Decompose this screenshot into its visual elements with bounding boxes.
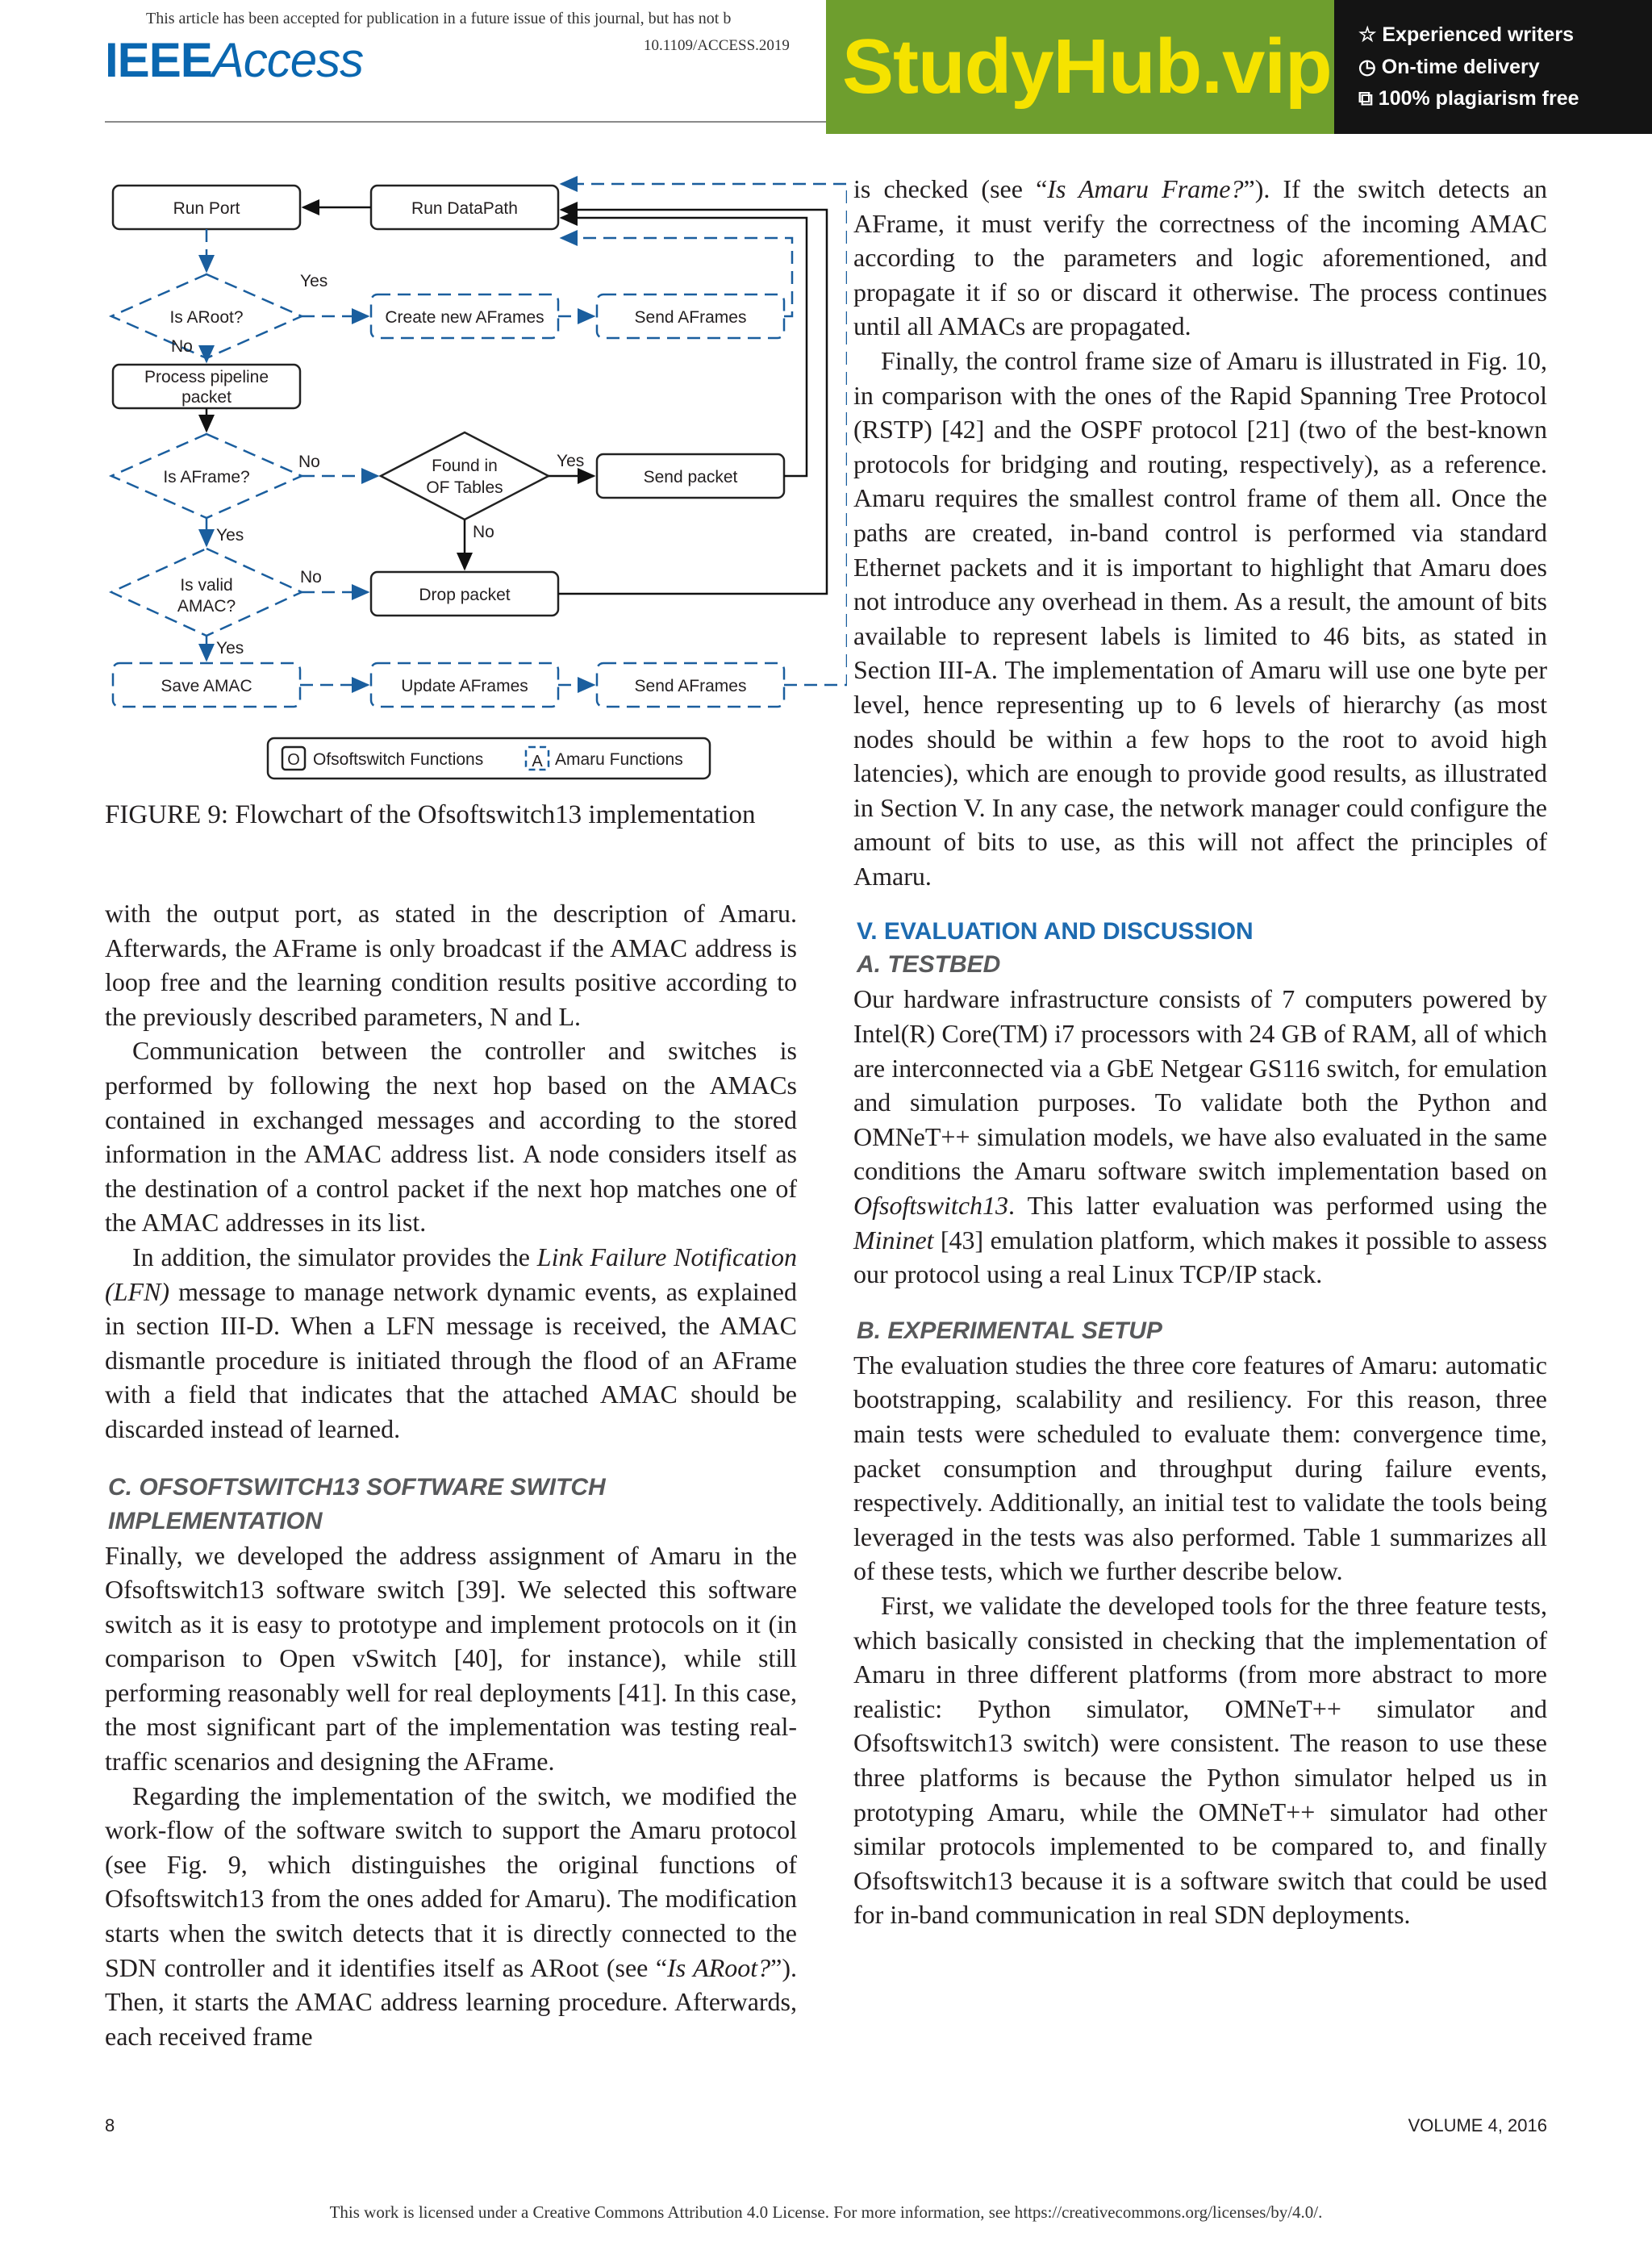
edge-label-yes: Yes — [216, 639, 244, 658]
paragraph: Finally, we developed the address assignment of Amaru in the Ofsoftswitch13 software switch [39]. We selected this software switch as it is easy to prototype and implement protocols on it (in comparison to Open vSwitch [40], for instance), while still performing reasonably well for real deployments [41]. In this case, the most significant part of the implementation was testing real-traffic scenarios and designing the AFrame. — [105, 1540, 797, 1776]
emphasis: Link Failure Notification (LFN) — [105, 1242, 797, 1306]
edge-label-yes: Yes — [557, 452, 585, 470]
label-amac: AMAC? — [177, 597, 236, 616]
logo-ieee-text: IEEE — [105, 33, 212, 87]
license-notice: This work is licensed under a Creative Commons Attribution 4.0 License. For more information, see https://creativecommons.org/licenses/by/4.0/. — [329, 2202, 1323, 2222]
label-is-valid: Is valid — [180, 576, 233, 595]
label-send-aframes-top: Send AFrames — [634, 308, 747, 327]
emphasis: Is Amaru Frame? — [1047, 174, 1244, 203]
subsection-heading-b: B. EXPERIMENTAL SETUP — [857, 1317, 1162, 1344]
logo-access-text: Access — [211, 33, 364, 87]
paragraph: In addition, the simulator provides the Link Failure Notification (LFN) message to manage network dynamic events, as explained in section III-D. When a LFN message is received, the AMAC dismantle procedure is initiated through the flood of an AFrame with a field that indicates that the attached AMAC should be discarded instead of learned. — [105, 1242, 797, 1443]
ieee-access-logo — [105, 32, 363, 87]
label-send-packet: Send packet — [643, 468, 738, 486]
label-save-amac: Save AMAC — [161, 677, 252, 695]
legend-amaru-label: Amaru Functions — [555, 750, 683, 769]
emphasis: Is ARoot? — [667, 1952, 771, 1982]
acceptance-notice: This article has been accepted for publication in a future issue of this journal, but has not b — [146, 10, 732, 27]
label-send-aframes-bottom: Send AFrames — [634, 677, 747, 695]
subsection-heading-a: A. TESTBED — [857, 951, 1001, 979]
paragraph: The evaluation studies the three core features of Amaru: automatic bootstrapping, scalability and resiliency. For this reason, three main tests were scheduled to evaluate them: convergence time, packet consumption and throughput during failure events, respectively. Additionally, an initial test to validate the tools being leveraged in the tests was also performed. Table 1 summarizes all of these tests, which we further describe below. — [853, 1350, 1547, 1586]
label-of-tables: OF Tables — [426, 478, 503, 497]
feature-item: ⧉ 100% plagiarism free — [1358, 87, 1579, 110]
legend-a-letter: A — [532, 753, 543, 770]
feature-item: ◷ On-time delivery — [1358, 56, 1540, 78]
label-update-aframes: Update AFrames — [401, 677, 528, 695]
feature-item: ☆ Experienced writers — [1358, 23, 1574, 46]
paragraph: Communication between the controller and switches is performed by following the next hop based on the AMACs contained in exchanged messages and according to the stored information in the AMAC address list. A node considers itself as the destination of a control packet if the next hop matches one of the AMAC addresses in its list. — [105, 1036, 797, 1238]
arrow-sendaframes-top-back — [561, 238, 792, 316]
edge-label-yes: Yes — [300, 272, 328, 290]
arrow-sendaframes-bottom-back — [561, 184, 847, 685]
edge-label-yes: Yes — [216, 526, 244, 545]
right-column — [853, 172, 1547, 1932]
arrow-drop-to-datapath — [558, 210, 827, 594]
flowchart-figure — [97, 161, 847, 791]
page-number: 8 — [105, 2115, 115, 2135]
left-column — [105, 896, 797, 2053]
label-process-pipeline-2: packet — [181, 388, 232, 407]
label-process-pipeline: Process pipeline — [144, 368, 269, 386]
label-run-datapath: Run DataPath — [411, 199, 518, 218]
legend-o-letter: O — [287, 751, 300, 769]
emphasis: Mininet — [853, 1225, 934, 1255]
label-found-in: Found in — [432, 457, 498, 475]
arrow-send-to-datapath — [561, 218, 807, 476]
label-create-new-aframes: Create new AFrames — [385, 308, 544, 327]
paragraph: Our hardware infrastructure consists of 7 computers powered by Intel(R) Core(TM) i7 processors with 24 GB of RAM, all of which are interconnected via a GbE Netgear GS116 switch, for emulation and simulation purposes. To validate both the Python and OMNeT++ simulation models, we have also evaluated in the same conditions the Amaru software switch implementation based on Ofsoftswitch13. This latter evaluation was performed using the Mininet [43] emulation platform, which makes it possible to assess our protocol using a real Linux TCP/IP stack. — [853, 984, 1547, 1289]
legend-ofsoftswitch-label: Ofsoftswitch Functions — [313, 750, 484, 769]
figure-legend — [268, 738, 710, 779]
edge-label-no: No — [473, 523, 494, 541]
emphasis: Ofsoftswitch13 — [853, 1191, 1009, 1221]
paragraph: First, we validate the developed tools for the three feature tests, which basically consisted in checking that the implementation of Amaru in three different platforms (from more abstract to more realistic: Python simulator, OMNeT++ simulator and Ofsoftswitch13 switch) were consistent. The reason to use these three platforms is because the Python simulator helped us in prototyping Amaru, while the OMNeT++ simulator had other similar protocols implemented to be compared to, and finally Ofsoftswitch13 because it is a software switch that could be used for in-band communication in real SDN deployments. — [853, 1590, 1547, 1930]
paragraph: is checked (see “Is Amaru Frame?”). If the switch detects an AFrame, it must verify the correctness of the incoming AMAC according to the parameters and logic aforementioned, and propagate it if so or discard it otherwise. The process continues until all AMACs are propagated. — [853, 174, 1548, 341]
ad-banner[interactable] — [826, 0, 1652, 134]
label-is-aframe: Is AFrame? — [163, 468, 250, 486]
volume-label: VOLUME 4, 2016 — [1408, 2115, 1547, 2135]
edge-label-no: No — [300, 568, 322, 587]
edge-label-no: No — [171, 337, 193, 356]
paragraph: Regarding the implementation of the switch, we modified the work-flow of the software switch to support the Amaru protocol (see Fig. 9, which distinguishes the original functions of Ofsoftswitch13 from the ones added for Amaru). The modification starts when the switch detects that it is directly connected to the SDN controller and it identifies itself as ARoot (see “Is ARoot?”). Then, it starts the AMAC address learning procedure. Afterwards, each received frame — [105, 1781, 798, 2051]
edge-label-no: No — [298, 453, 320, 471]
label-drop-packet: Drop packet — [419, 586, 511, 604]
paragraph: Finally, the control frame size of Amaru is illustrated in Fig. 10, in comparison with the ones of the Rapid Spanning Tree Protocol (RSTP) [42] and the OSPF protocol [21] (two of the best-known protocols for bridging and routing, respectively), as a reference. Amaru requires the smallest control frame of them all. Once the paths are created, in-band control is performed via standard Ethernet packets and it is important to highlight that Amaru does not introduce any overhead in them. As a result, the amount of bits available to represent labels is limited to 46 bits, as stated in Section III-A. The implementation of Amaru will use one byte per level, hence representing up to 6 levels of hierarchy (as most nodes should be within a few hops to the root to avoid high latencies), which are enough to provide good results, as illustrated in Section V. In any case, the network manager could configure the amount of bits to use, as this will not affect the principles of Amaru. — [853, 345, 1547, 891]
banner-features — [1334, 0, 1652, 134]
label-is-aroot: Is ARoot? — [169, 308, 244, 327]
section-heading-c: C. OFSOFTSWITCH13 SOFTWARE SWITCH IMPLEMENTATION — [108, 1473, 606, 1534]
figure-caption: FIGURE 9: Flowchart of the Ofsoftswitch13 implementation — [105, 800, 756, 829]
label-run-port: Run Port — [173, 199, 240, 218]
section-heading-v: V. EVALUATION AND DISCUSSION — [857, 918, 1254, 946]
doi: 10.1109/ACCESS.2019 — [644, 37, 790, 54]
paragraph: with the output port, as stated in the description of Amaru. Afterwards, the AFrame is only broadcast if the AMAC address is loop free and the learning condition results positive according to the previously described parameters, N and L. — [105, 899, 797, 1031]
banner-brand[interactable]: StudyHub.vip — [842, 23, 1332, 110]
node-found-in-of-tables — [381, 432, 549, 520]
